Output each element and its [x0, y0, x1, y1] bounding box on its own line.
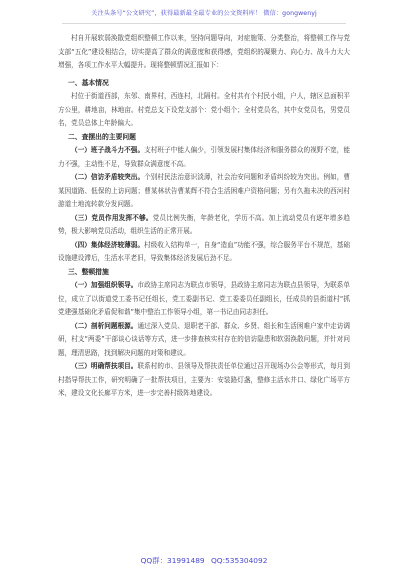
measure-item	[58, 320, 350, 361]
measure-lead: （三）明确帮扶项目。	[71, 362, 138, 370]
problem-text: 个别村民法治意识淡薄，社会治安问题和矛盾纠纷较为突出。例如，曹某因道路、低保的上访问题；曹某林状告曹某辉不符合生活困难户资格问题；另有久拖未决的西河村游道土地流转款分发问题。	[58, 173, 351, 208]
problem-item	[58, 144, 350, 171]
intro-paragraph: 村自开展软弱涣散党组织整顿工作以来，坚持问题导向，对症施策、分类整治，将整顿工作与党支部“五化”建设相结合，切实提高了群众的满意度和获得感，党组织的凝聚力、向心力、战斗力大大增强，各项工作水平大幅提升。现将整顿情况汇报如下：	[58, 34, 350, 69]
problem-lead: （一）班子战斗力不强。	[71, 146, 145, 154]
header-divider	[62, 23, 346, 24]
measure-item	[58, 279, 350, 320]
footer-contact: QQ群：31991489 QQ:535304092	[140, 556, 268, 565]
problem-lead: （二）信访矛盾较突出。	[71, 173, 145, 181]
basic-info-paragraph: 村位于街道西部，东邻、南界村，西连村，北隔村。全村共有个村民小组，户人，辖区总面积平方公里，耕地亩，林地亩。村党总支下设党支部个：党小组个；全村党员名，其中女党员名，男党员名，党员总体上年龄偏大。	[58, 92, 350, 127]
section-heading-basic: 一、基本情况	[68, 78, 109, 87]
measure-text: 市政协主席同志为联点市领导，县政协主席同志为联点县领导，为联系单位，成立了以街道党工委书记任组长，党工委副书记、党工委委员任副组长，任成员的县街道村“抓党建强基础化矛盾促和谐”集中整治工作领导小组，第一书记由同志担任。	[58, 281, 351, 316]
measure-text: 通过深入党员、退职老干部、群众、乡贤、组长和生活困难户家中走访调研，村支“两委”干部谈心谈话等方式，进一步排查核实村存在的信访隐患和软弱涣散问题，并针对问题，理清思路，找到解决问题的对策和建议。	[58, 321, 351, 357]
problem-item	[58, 239, 350, 266]
problem-text: 党员比例失衡，年龄老化，学历不高。加上流动党员有逐年增多趋势，极大影响党员活动，组织生活的正常开展。	[58, 213, 351, 235]
measure-text: 联系村的市、县领导及帮扶责任单位通过召开现场办公会等形式，每月到村指导帮扶工作，研究明确了一批帮扶项目，主要为：安装路灯盏，整修主活水井口、绿化广场平方米，建设文化长廊平方米，进一步完善村级阵地建设。	[58, 362, 351, 397]
measure-item	[58, 360, 350, 401]
problem-item	[58, 171, 350, 212]
problem-text: 村级收入结构单一，自身“造血”功能不强，综合服务平台不规范，基础设施建设滞后，生活水平老旧，导致集体经济发展后劲不足。	[58, 240, 350, 262]
problem-lead: （四）集体经济较薄弱。	[71, 240, 145, 249]
measure-lead: （二）剖析问题根源。	[71, 321, 138, 330]
problem-text: 支村班子中能人偏少，引领发展村集体经济和服务群众的视野不宽，能力不强，主动性不足，导致群众满意度不高。	[58, 146, 351, 168]
document-body	[58, 32, 350, 401]
section-heading-problems: 二、查摆出的主要问题	[68, 132, 136, 141]
problem-lead: （三）党员作用发挥不够。	[71, 213, 153, 222]
problem-item	[58, 212, 350, 239]
measure-lead: （一）加强组织领导。	[71, 281, 138, 289]
header-banner: 关注头条号“公文研究”，获得最新最全最专业的公文资料库！ 微信：gongwenyj	[91, 10, 317, 17]
section-heading-measures: 三、整顿措施	[68, 267, 109, 276]
